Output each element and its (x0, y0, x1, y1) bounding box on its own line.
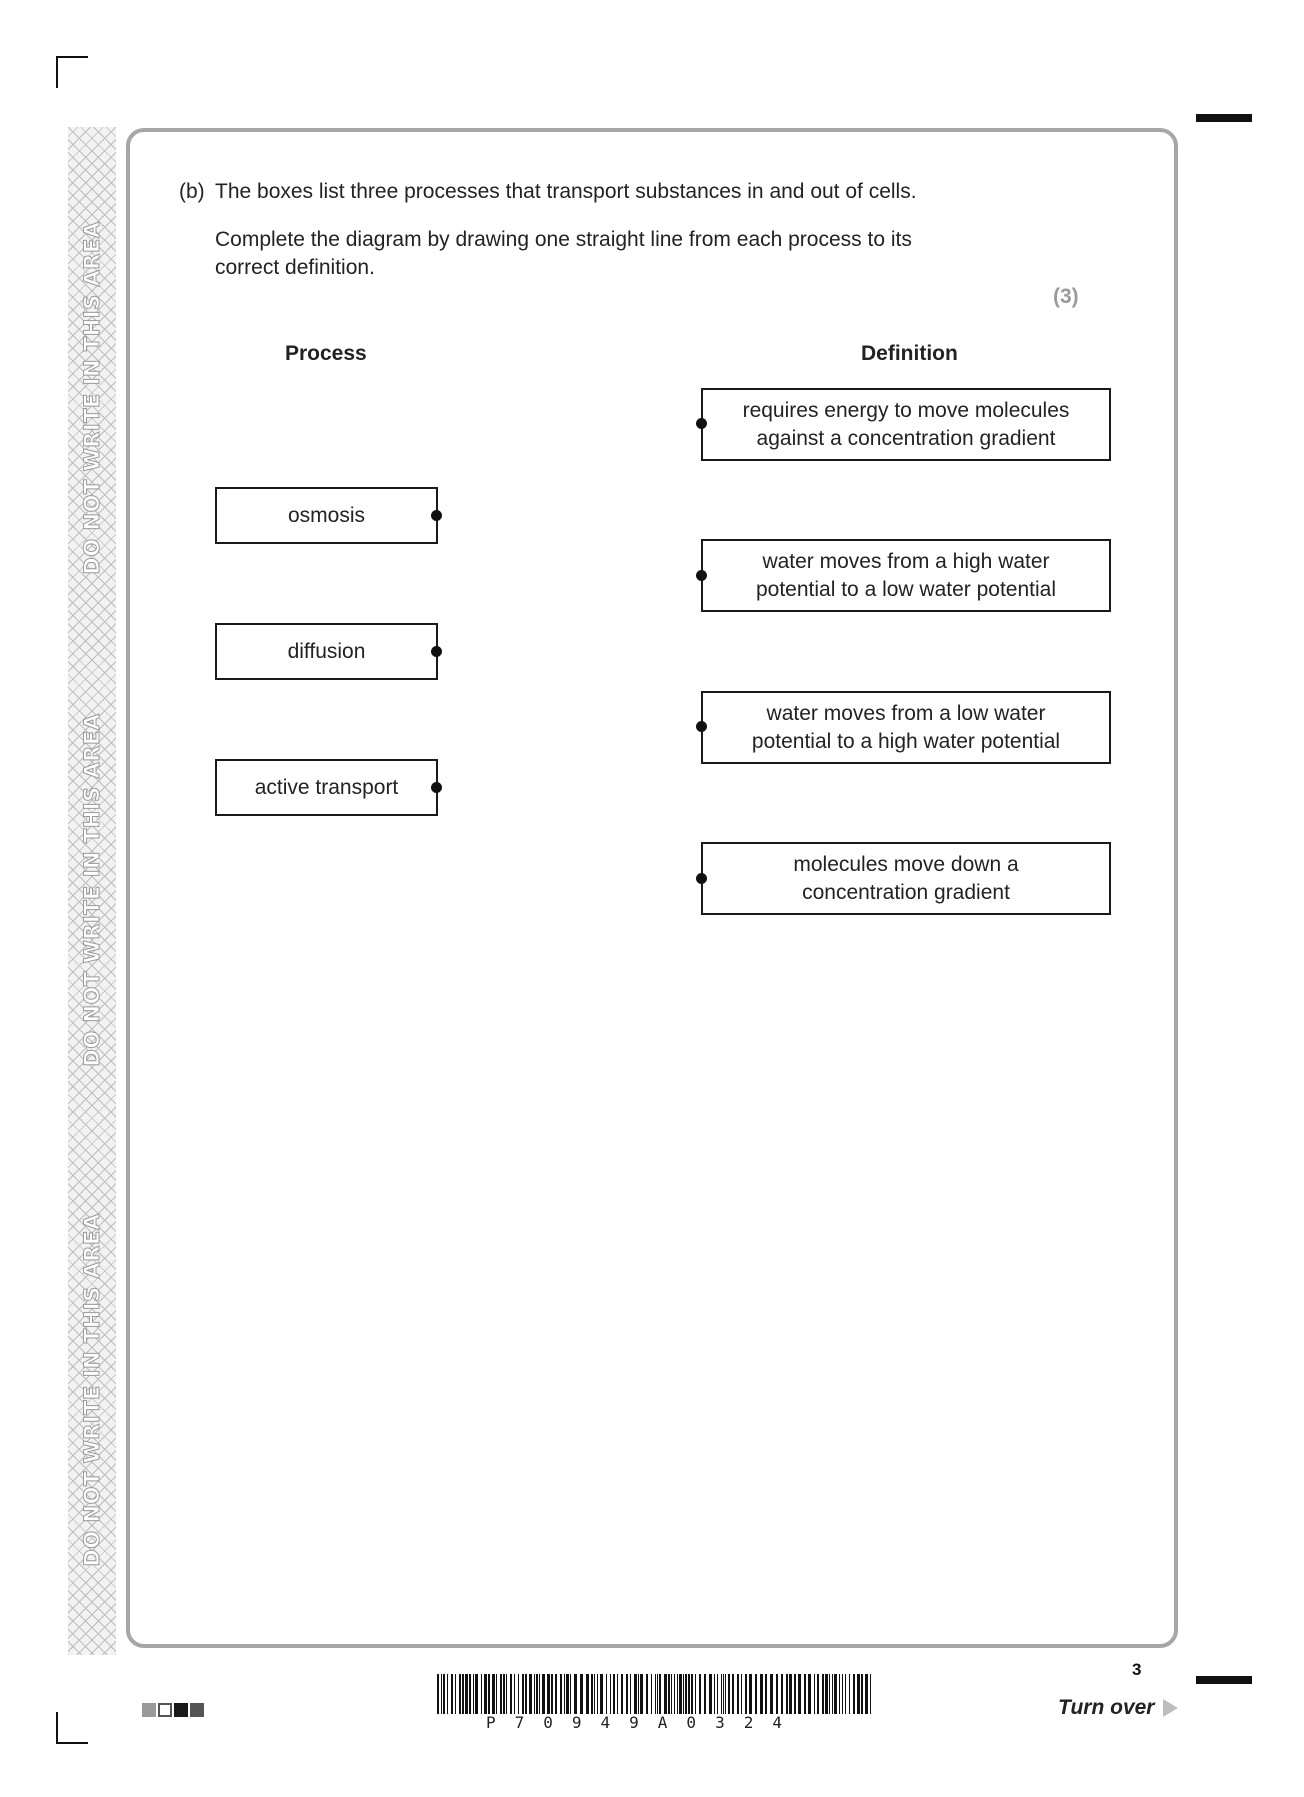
barcode-bar (695, 1674, 696, 1714)
barcode-bar (455, 1674, 456, 1714)
barcode-bar (437, 1674, 439, 1714)
barcode-bar (500, 1674, 502, 1714)
barcode-bar (732, 1674, 734, 1714)
barcode-bar (547, 1674, 550, 1714)
barcode-bar (536, 1674, 538, 1714)
barcode-bar (657, 1674, 658, 1714)
barcode-bar (822, 1674, 824, 1714)
barcode-bar (522, 1674, 524, 1714)
definition-line: water moves from a low water (766, 701, 1046, 725)
barcode-bar (668, 1674, 670, 1714)
barcode-bar (781, 1674, 783, 1714)
question-marks: (3) (1053, 285, 1079, 308)
barcode-bar (441, 1674, 442, 1714)
barcode-bar (610, 1674, 611, 1714)
barcode-bar (518, 1674, 519, 1714)
question-label: (b) (179, 180, 205, 203)
barcode-bar (560, 1674, 562, 1714)
barcode-bar (749, 1674, 752, 1714)
definition-connector-dot[interactable] (696, 873, 707, 884)
barcode-bar (865, 1674, 868, 1714)
margin-warning-text: DO NOT WRITE IN THIS AREA (80, 1213, 104, 1567)
barcode-bar (741, 1674, 742, 1714)
definition-line: potential to a high water potential (751, 729, 1061, 753)
crop-mark-bottom-left-h (56, 1742, 88, 1744)
barcode-bar (845, 1674, 846, 1714)
barcode-bar (688, 1674, 690, 1714)
definition-line: requires energy to move molecules (742, 398, 1070, 422)
barcode-bar (817, 1674, 819, 1714)
barcode-bar (737, 1674, 739, 1714)
barcode-bar (447, 1674, 448, 1714)
barcode-bar (534, 1674, 535, 1714)
barcode-bar (469, 1674, 471, 1714)
barcode-bar (443, 1674, 445, 1714)
definition-connector-dot[interactable] (696, 570, 707, 581)
barcode-bar (683, 1674, 684, 1714)
barcode-bar (525, 1674, 527, 1714)
barcode-bar (564, 1674, 565, 1714)
barcode-bar (794, 1674, 796, 1714)
barcode-bar (832, 1674, 833, 1714)
barcode-bar (786, 1674, 788, 1714)
question-instruction-line2: correct definition. (215, 256, 375, 279)
process-box-active-transport[interactable] (215, 759, 438, 816)
barcode-bar (473, 1674, 474, 1714)
print-mark (158, 1703, 172, 1717)
barcode-bar (634, 1674, 637, 1714)
barcode-bar (626, 1674, 628, 1714)
barcode-bar (664, 1674, 667, 1714)
barcode-bar (475, 1674, 478, 1714)
question-instruction-line1: Complete the diagram by drawing one straight line from each process to its (215, 228, 912, 251)
definition-line: against a concentration gradient (756, 426, 1056, 450)
barcode-bar (591, 1674, 593, 1714)
barcode-bar (691, 1674, 693, 1714)
turn-over-arrow-icon (1163, 1699, 1178, 1717)
barcode-bar (760, 1674, 763, 1714)
definition-line: concentration gradient (802, 880, 1010, 904)
process-box-diffusion[interactable] (215, 623, 438, 680)
barcode (437, 1674, 871, 1714)
question-intro: The boxes list three processes that transport substances in and out of cells. (215, 180, 917, 203)
process-label: active transport (254, 775, 399, 799)
barcode-bar (685, 1674, 687, 1714)
print-mark (142, 1703, 156, 1717)
barcode-bar (671, 1674, 672, 1714)
barcode-bar (861, 1674, 863, 1714)
barcode-bar (597, 1674, 598, 1714)
margin-warning-text: DO NOT WRITE IN THIS AREA (80, 221, 104, 575)
barcode-bar (714, 1674, 715, 1714)
barcode-bar (566, 1674, 569, 1714)
barcode-bar (857, 1674, 860, 1714)
barcode-bar (586, 1674, 589, 1714)
print-mark (174, 1703, 188, 1717)
process-connector-dot[interactable] (431, 646, 442, 657)
barcode-bar (481, 1674, 482, 1714)
definition-box-2[interactable] (701, 539, 1111, 612)
barcode-bar (755, 1674, 757, 1714)
barcode-bar (503, 1674, 505, 1714)
barcode-bar (839, 1674, 840, 1714)
barcode-bar (606, 1674, 607, 1714)
barcode-bar (704, 1674, 706, 1714)
crop-mark-top-left-v (56, 56, 58, 88)
barcode-bar (594, 1674, 595, 1714)
barcode-bar (853, 1674, 855, 1714)
barcode-bar (842, 1674, 843, 1714)
process-connector-dot[interactable] (431, 782, 442, 793)
barcode-bar (723, 1674, 724, 1714)
barcode-bar (725, 1674, 726, 1714)
barcode-bar (465, 1674, 468, 1714)
definition-line: molecules move down a (793, 852, 1019, 876)
barcode-bar (451, 1674, 453, 1714)
barcode-bar (870, 1674, 871, 1714)
barcode-bar (677, 1674, 678, 1714)
barcode-bar (765, 1674, 767, 1714)
definition-connector-dot[interactable] (696, 418, 707, 429)
barcode-bar (834, 1674, 837, 1714)
process-box-osmosis[interactable] (215, 487, 438, 544)
barcode-bar (600, 1674, 603, 1714)
barcode-bar (659, 1674, 661, 1714)
barcode-bar (580, 1674, 583, 1714)
barcode-bar (776, 1674, 778, 1714)
barcode-bar (621, 1674, 623, 1714)
barcode-bar (555, 1674, 557, 1714)
barcode-bar (728, 1674, 730, 1714)
definition-line: water moves from a high water (762, 549, 1050, 573)
barcode-bar (570, 1674, 571, 1714)
barcode-bar (514, 1674, 515, 1714)
barcode-bar (640, 1674, 643, 1714)
barcode-bar (630, 1674, 631, 1714)
barcode-bar (646, 1674, 648, 1714)
print-marks (142, 1703, 204, 1717)
barcode-bar (506, 1674, 507, 1714)
barcode-bar (804, 1674, 806, 1714)
barcode-bar (699, 1674, 701, 1714)
barcode-bar (617, 1674, 618, 1714)
barcode-bar (539, 1674, 540, 1714)
definition-heading: Definition (861, 342, 958, 365)
barcode-bar (849, 1674, 850, 1714)
barcode-bar (496, 1674, 497, 1714)
barcode-bar (638, 1674, 639, 1714)
barcode-bar (717, 1674, 718, 1714)
barcode-bar (488, 1674, 490, 1714)
definition-box-3[interactable] (701, 691, 1111, 764)
definition-box-4[interactable] (701, 842, 1111, 915)
barcode-bar (721, 1674, 722, 1714)
definition-box-1[interactable] (701, 388, 1111, 461)
margin-warning-text: DO NOT WRITE IN THIS AREA (80, 713, 104, 1067)
barcode-bar (459, 1674, 461, 1714)
process-label: osmosis (287, 503, 366, 527)
barcode-bar (529, 1674, 532, 1714)
registration-bar-top (1196, 114, 1252, 122)
barcode-bar (551, 1674, 553, 1714)
barcode-bar (829, 1674, 830, 1714)
barcode-bar (789, 1674, 792, 1714)
barcode-bar (613, 1674, 615, 1714)
barcode-bar (542, 1674, 545, 1714)
barcode-bar (745, 1674, 747, 1714)
process-label: diffusion (287, 639, 366, 663)
turn-over-label: Turn over (1058, 1696, 1155, 1719)
barcode-bar (462, 1674, 464, 1714)
process-heading: Process (285, 342, 367, 365)
barcode-bar (510, 1674, 512, 1714)
barcode-bar (574, 1674, 577, 1714)
barcode-bar (770, 1674, 773, 1714)
registration-bar-bottom (1196, 1676, 1252, 1684)
crop-mark-top-left-h (56, 56, 88, 58)
barcode-bar (655, 1674, 656, 1714)
barcode-text: P70949A0324 (486, 1713, 801, 1732)
barcode-bar (679, 1674, 682, 1714)
barcode-bar (484, 1674, 487, 1714)
barcode-bar (814, 1674, 815, 1714)
barcode-bar (825, 1674, 828, 1714)
definition-connector-dot[interactable] (696, 721, 707, 732)
page-number: 3 (1132, 1660, 1142, 1679)
definition-line: potential to a low water potential (755, 577, 1057, 601)
barcode-bar (492, 1674, 495, 1714)
crop-mark-bottom-left-v (56, 1712, 58, 1744)
barcode-bar (798, 1674, 801, 1714)
barcode-bar (674, 1674, 675, 1714)
barcode-bar (808, 1674, 811, 1714)
print-mark (190, 1703, 204, 1717)
barcode-bar (709, 1674, 712, 1714)
process-connector-dot[interactable] (431, 510, 442, 521)
barcode-bar (651, 1674, 652, 1714)
